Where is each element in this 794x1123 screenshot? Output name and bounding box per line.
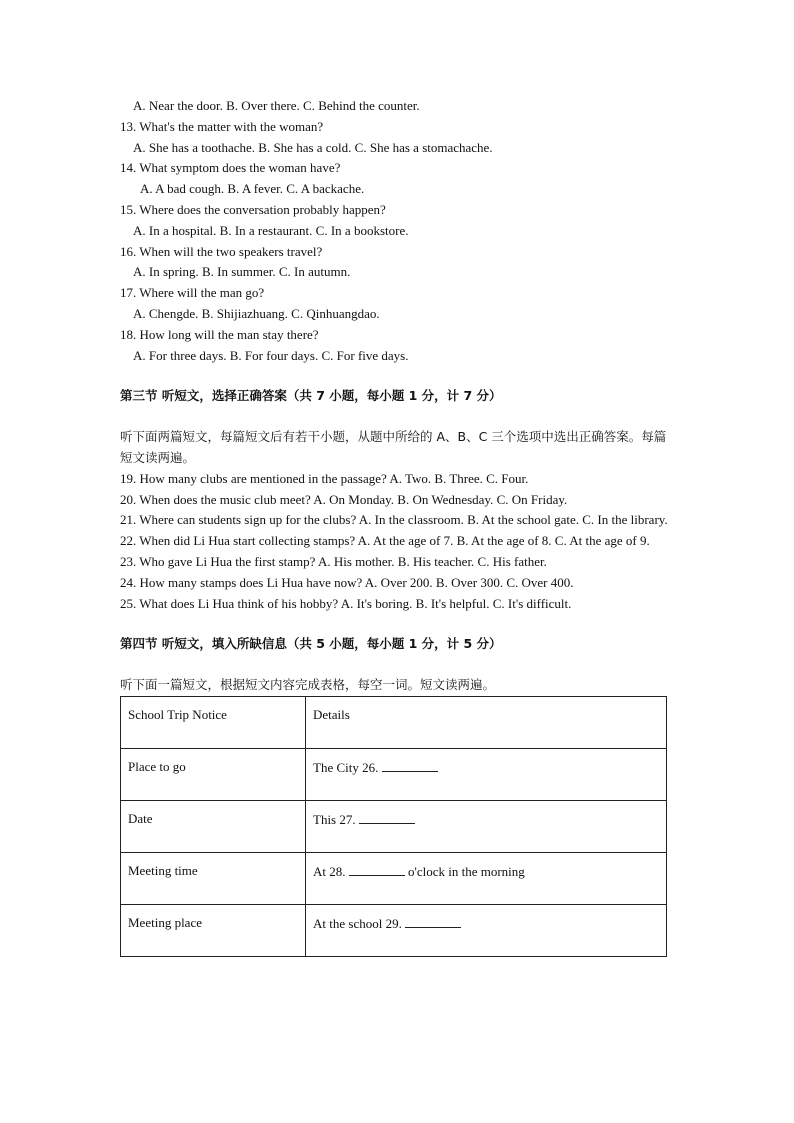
detail-text: This 27. bbox=[313, 811, 356, 827]
section4-instruction: 听下面一篇短文，根据短文内容完成表格，每空一词。短文读两遍。 bbox=[120, 677, 496, 693]
row-label: Date bbox=[121, 800, 306, 852]
answer-options: A. A bad cough. B. A fever. C. A backache. bbox=[140, 181, 365, 197]
question: 22. When did Li Hua start collecting stamps? A. At the age of 7. B. At the age of 8. C. At the age of 9. bbox=[120, 533, 650, 549]
question: 17. Where will the man go? bbox=[120, 285, 265, 301]
question: 13. What's the matter with the woman? bbox=[120, 118, 324, 134]
question: 14. What symptom does the woman have? bbox=[120, 160, 341, 176]
question: 15. Where does the conversation probably happen? bbox=[120, 201, 386, 217]
question: 25. What does Li Hua think of his hobby? A. It's boring. B. It's helpful. C. It's difficult. bbox=[120, 595, 572, 611]
table-header-cell: Details bbox=[306, 696, 667, 748]
row-label: Meeting place bbox=[121, 904, 306, 956]
answer-options: A. Near the door. B. Over there. C. Behind the counter. bbox=[133, 98, 420, 113]
row-detail bbox=[306, 852, 667, 904]
detail-text: The City 26. bbox=[313, 759, 379, 775]
detail-text: At the school 29. bbox=[313, 915, 402, 931]
table-row bbox=[121, 904, 667, 956]
detail-text-after: o'clock in the morning bbox=[408, 863, 525, 879]
answer-options: A. For three days. B. For four days. C. For five days. bbox=[133, 347, 409, 363]
answer-blank-27[interactable] bbox=[359, 811, 415, 824]
section3-instruction: 听下面两篇短文，每篇短文后有若干小题，从题中所给的 A、B、C 三个选项中选出正确答案。每篇短文读两遍。 bbox=[120, 429, 667, 465]
row-detail bbox=[306, 748, 667, 800]
question: 20. When does the music club meet? A. On Monday. B. On Wednesday. C. On Friday. bbox=[120, 491, 568, 507]
answer-blank-26[interactable] bbox=[382, 759, 438, 772]
row-detail bbox=[306, 904, 667, 956]
table-row bbox=[121, 800, 667, 852]
question: 16. When will the two speakers travel? bbox=[120, 243, 323, 259]
answer-options: A. She has a toothache. B. She has a cold. C. She has a stomachache. bbox=[133, 139, 493, 155]
row-label: Meeting time bbox=[121, 852, 306, 904]
answer-options: A. In a hospital. B. In a restaurant. C. In a bookstore. bbox=[133, 222, 409, 238]
exam-page bbox=[120, 96, 676, 957]
answer-options: A. In spring. B. In summer. C. In autumn. bbox=[133, 264, 351, 280]
question: 23. Who gave Li Hua the first stamp? A. His mother. B. His teacher. C. His father. bbox=[120, 553, 547, 569]
answer-options: A. Chengde. B. Shijiazhuang. C. Qinhuangdao. bbox=[133, 305, 380, 321]
section3-questions bbox=[120, 469, 676, 615]
section2-questions bbox=[120, 96, 676, 366]
detail-text: At 28. bbox=[313, 863, 346, 879]
section3-heading: 第三节 听短文，选择正确答案（共 7 小题，每小题 1 分，计 7 分） bbox=[120, 388, 502, 404]
question: 18. How long will the man stay there? bbox=[120, 326, 319, 342]
school-trip-table bbox=[120, 696, 667, 957]
table-row bbox=[121, 852, 667, 904]
question: 24. How many stamps does Li Hua have now? A. Over 200. B. Over 300. C. Over 400. bbox=[120, 574, 574, 590]
table-header-cell: School Trip Notice bbox=[121, 696, 306, 748]
question: 21. Where can students sign up for the clubs? A. In the classroom. B. At the school gate. C. In the library. bbox=[120, 512, 668, 528]
row-detail bbox=[306, 800, 667, 852]
answer-blank-29[interactable] bbox=[405, 915, 461, 928]
section4-heading: 第四节 听短文，填入所缺信息（共 5 小题，每小题 1 分，计 5 分） bbox=[120, 636, 502, 652]
table-row bbox=[121, 748, 667, 800]
row-label: Place to go bbox=[121, 748, 306, 800]
table-header-row bbox=[121, 696, 667, 748]
answer-blank-28[interactable] bbox=[349, 863, 405, 876]
question: 19. How many clubs are mentioned in the passage? A. Two. B. Three. C. Four. bbox=[120, 470, 529, 486]
